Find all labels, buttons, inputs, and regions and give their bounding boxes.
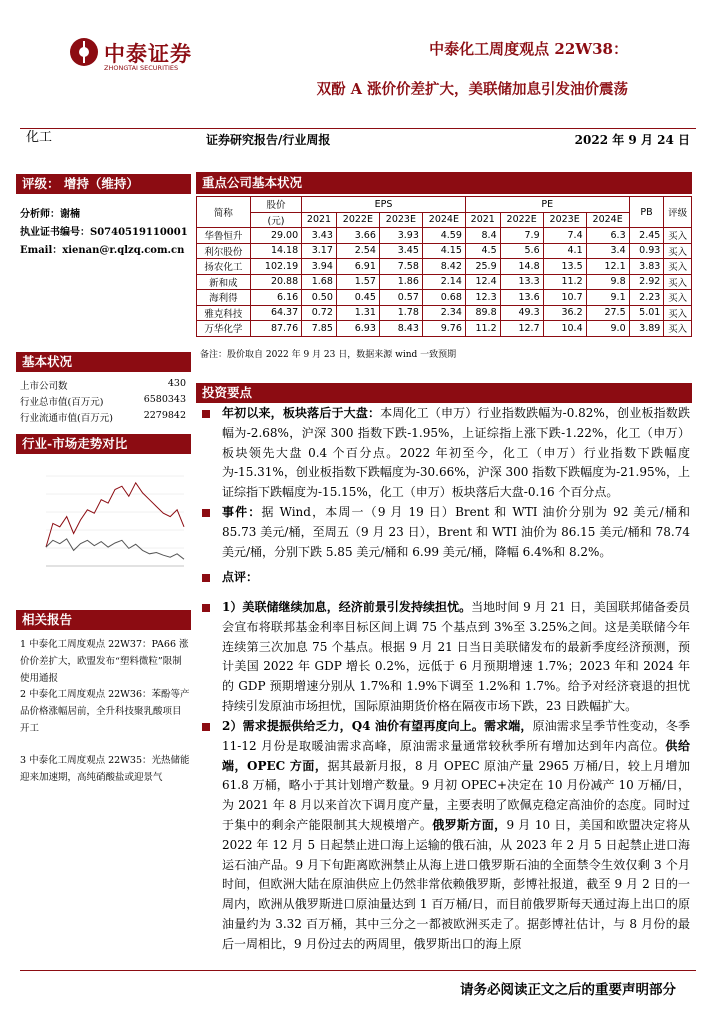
report-subtitle: 双酚 A 涨价价差扩大，美联储加息引发油价震荡 bbox=[316, 81, 628, 98]
para-comment-label: 点评： bbox=[222, 570, 259, 584]
bullet-icon bbox=[202, 723, 210, 731]
col-pe-header: PE bbox=[465, 197, 629, 213]
para-market-body: 本周化工（申万）行业指数跌幅为-0.82%，创业板指数跌幅为-2.68%，沪深 300 指数下跌-1.95%，上证综指上涨下跌-1.22%，化工（申万）板块领先大盘 0.4 个百分点。2022 年初至今，化工（申万）行业指数下跌幅度为-15.31%，创业板指数下跌幅度为-30.66%，沪深 300 指数下跌幅度为-21.95%，上证综指下跌幅度为-15.15%，化工（申万）板块落后大盘-0.16 个百分点。 bbox=[222, 406, 690, 500]
value-cell: 6.3 bbox=[586, 228, 629, 244]
col-price-header: 股价 bbox=[250, 197, 301, 213]
table-header-row bbox=[197, 197, 692, 213]
basic-label: 行业总市值(百万元) bbox=[20, 397, 104, 408]
table-row bbox=[197, 305, 692, 321]
value-cell: 0.68 bbox=[422, 290, 465, 306]
value-cell: 6.91 bbox=[336, 259, 379, 275]
value-cell: 10.4 bbox=[543, 321, 586, 337]
para-demand-body: 原油需求呈季节性变动，冬季 11-12 月份是取暖油需求高峰，原油需求量通常较秋季所有增加达到年内高位。 bbox=[222, 719, 690, 753]
analyst-email-label: Email： bbox=[20, 245, 63, 256]
company-name-cell: 海利得 bbox=[197, 290, 251, 306]
logo-subtext: ZHONGTAI SECURITIES bbox=[104, 64, 179, 72]
value-cell: 7.58 bbox=[379, 259, 422, 275]
value-cell: 2.54 bbox=[336, 243, 379, 259]
value-cell: 4.1 bbox=[543, 243, 586, 259]
value-cell: 5.6 bbox=[500, 243, 543, 259]
value-cell: 3.83 bbox=[629, 259, 664, 275]
value-cell: 36.2 bbox=[543, 305, 586, 321]
rating-cell: 买入 bbox=[664, 259, 692, 275]
analyst-name-label: 分析师： bbox=[20, 209, 60, 220]
para-market-head: 年初以来，板块落后于大盘： bbox=[222, 406, 381, 420]
value-cell: 87.76 bbox=[250, 321, 301, 337]
para-opec-head: 供给端，OPEC 方面， bbox=[222, 738, 690, 773]
para-fed-body: 当地时间 9 月 21 日，美国联邦储备委员会宣布将联邦基金利率目标区间上调 75 个基点到 3%至 3.25%之间。这是美联储今年连续第三次加息 75 个基点。根据 9 月 21 日当日美联储发布的最新季度经济预测，预计美国 2022 年 GDP 增长 0.2%，远低于 6 月预期增速 1.7%；2023 年和 2024 年的 GDP 预期增速分别从 1.7%和 1.9%下调至 1.2%和 1.7%。给予对经济衰退的担忧持续引发原油市场担忧，国际原油期货价格在隔夜市场下跌，23 日跌幅扩大。 bbox=[222, 600, 690, 713]
year-header: 2021 bbox=[465, 212, 500, 228]
table-row bbox=[197, 243, 692, 259]
table-row bbox=[197, 259, 692, 275]
col-eps-header: EPS bbox=[302, 197, 466, 213]
value-cell: 0.72 bbox=[302, 305, 337, 321]
value-cell: 3.43 bbox=[302, 228, 337, 244]
para-event-body: 据 Wind，本周一（9 月 19 日）Brent 和 WTI 油价分别为 92 美元/桶和 85.73 美元/桶，至周五（9 月 23 日），Brent 和 WTI 油价为 86.15 美元/桶和 78.74 美元/桶，分别下跌 5.85 美元/桶和 6.99 美元/桶，降幅 6.4%和 8.2%。 bbox=[222, 505, 690, 559]
year-header: 2024E bbox=[422, 212, 465, 228]
para-demand-head: 2）需求提振供给乏力，Q4 油价有望再度向上。需求端， bbox=[222, 719, 533, 733]
value-cell: 7.85 bbox=[302, 321, 337, 337]
basic-row-companies bbox=[20, 378, 186, 392]
value-cell: 1.31 bbox=[336, 305, 379, 321]
basic-row-float-cap bbox=[20, 410, 186, 424]
para-russia-body: 9 月 10 日，美国和欧盟决定将从 2022 年 12 月 5 日起禁止进口海上运输的俄石油，从 2023 年 2 月 5 日起禁止进口海运石油产品。9 月下旬距离欧洲禁止从海上进口俄罗斯石油的全面禁令生效仅剩 3 个月时间，但欧洲大陆在原油供应上仍然非常依赖俄罗斯，彭博社报道，截至 9 月 2 日的一周内，欧洲从俄罗斯进口原油量达到 1 百万桶/日，而目前俄罗斯每天通过海上出口的原油量约为 3.32 百万桶，其中三分之一都被欧洲买走了。据彭博社估计，与 8 月份的最后一周相比，9 月份过去的两周里，俄罗斯出口的海上原 bbox=[222, 817, 690, 951]
analyst-name-row bbox=[20, 205, 80, 220]
para-comment-head bbox=[222, 568, 690, 588]
bullet-icon bbox=[202, 574, 210, 582]
logo-mark-icon bbox=[70, 38, 98, 66]
value-cell: 2.34 bbox=[422, 305, 465, 321]
rating-cell: 买入 bbox=[664, 228, 692, 244]
value-cell: 20.88 bbox=[250, 274, 301, 290]
table-row bbox=[197, 228, 692, 244]
para-fed-head: 1）美联储继续加息，经济前景引发持续担忧。 bbox=[222, 600, 472, 614]
company-name-cell: 华鲁恒升 bbox=[197, 228, 251, 244]
value-cell: 3.17 bbox=[302, 243, 337, 259]
year-header: 2023E bbox=[379, 212, 422, 228]
value-cell: 25.9 bbox=[465, 259, 500, 275]
value-cell: 3.4 bbox=[586, 243, 629, 259]
basic-label: 行业流通市值(百万元) bbox=[20, 413, 113, 424]
related-report-3[interactable]: 3 中泰化工周度观点 22W35：光热储能迎来加速期，高纯硝酸盐或迎景气 bbox=[20, 755, 190, 783]
rating-cell: 买入 bbox=[664, 290, 692, 306]
related-report-1[interactable]: 1 中泰化工周度观点 22W37：PA66 涨价价差扩大，欧盟发布“塑料微粒”限制使用通报 bbox=[20, 639, 189, 684]
rating-cell: 买入 bbox=[664, 305, 692, 321]
analyst-cert: S0740519110001 bbox=[90, 227, 188, 238]
value-cell: 1.68 bbox=[302, 274, 337, 290]
value-cell: 49.3 bbox=[500, 305, 543, 321]
trend-bar: 行业-市场走势对比 bbox=[16, 434, 191, 454]
industry-label: 化工 bbox=[26, 130, 53, 145]
year-header: 2022E bbox=[336, 212, 379, 228]
value-cell: 2.14 bbox=[422, 274, 465, 290]
value-cell: 0.57 bbox=[379, 290, 422, 306]
value-cell: 1.86 bbox=[379, 274, 422, 290]
year-header: 2023E bbox=[543, 212, 586, 228]
value-cell: 8.4 bbox=[465, 228, 500, 244]
value-cell: 14.8 bbox=[500, 259, 543, 275]
table-row bbox=[197, 274, 692, 290]
company-table-title: 重点公司基本状况 bbox=[196, 172, 692, 194]
basic-row-total-cap bbox=[20, 394, 186, 408]
col-name-header: 简称 bbox=[197, 197, 251, 228]
year-header: 2021 bbox=[302, 212, 337, 228]
header-divider bbox=[20, 128, 696, 129]
company-logo bbox=[70, 38, 210, 78]
logo-text: 中泰证券 bbox=[104, 42, 192, 66]
value-cell: 10.7 bbox=[543, 290, 586, 306]
value-cell: 102.19 bbox=[250, 259, 301, 275]
value-cell: 3.45 bbox=[379, 243, 422, 259]
rating-cell: 买入 bbox=[664, 243, 692, 259]
report-title: 中泰化工周度观点 22W38： bbox=[429, 40, 628, 58]
report-date: 2022 年 9 月 24 日 bbox=[574, 133, 690, 147]
col-pb-header: PB bbox=[629, 197, 664, 228]
analyst-email-row bbox=[20, 241, 184, 256]
value-cell: 4.5 bbox=[465, 243, 500, 259]
value-cell: 14.18 bbox=[250, 243, 301, 259]
value-cell: 7.4 bbox=[543, 228, 586, 244]
report-type: 证券研究报告/行业周报 bbox=[206, 133, 331, 147]
value-cell: 3.93 bbox=[379, 228, 422, 244]
trend-chart-lines bbox=[46, 483, 184, 559]
value-cell: 0.93 bbox=[629, 243, 664, 259]
value-cell: 8.43 bbox=[379, 321, 422, 337]
bullet-icon bbox=[202, 509, 210, 517]
para-supply-demand bbox=[222, 717, 690, 955]
basic-value: 2279842 bbox=[143, 410, 186, 421]
value-cell: 4.59 bbox=[422, 228, 465, 244]
basic-value: 6580343 bbox=[143, 394, 186, 405]
para-fed bbox=[222, 598, 690, 717]
basic-info-bar: 基本状况 bbox=[16, 352, 191, 372]
related-report-2[interactable]: 2 中泰化工周度观点 22W36：苯酚等产品价格涨幅居前，全升科技聚乳酸项目开工 bbox=[20, 689, 190, 734]
value-cell: 5.01 bbox=[629, 305, 664, 321]
basic-value: 430 bbox=[167, 378, 186, 389]
value-cell: 3.89 bbox=[629, 321, 664, 337]
para-event bbox=[222, 503, 690, 562]
value-cell: 1.78 bbox=[379, 305, 422, 321]
value-cell: 3.94 bbox=[302, 259, 337, 275]
company-name-cell: 新和成 bbox=[197, 274, 251, 290]
value-cell: 12.7 bbox=[500, 321, 543, 337]
rating-bar: 评级： 增持（维持） bbox=[16, 174, 191, 194]
value-cell: 27.5 bbox=[586, 305, 629, 321]
company-name-cell: 雅克科技 bbox=[197, 305, 251, 321]
table-row bbox=[197, 290, 692, 306]
bullet-icon bbox=[202, 410, 210, 418]
value-cell: 12.4 bbox=[465, 274, 500, 290]
value-cell: 9.1 bbox=[586, 290, 629, 306]
value-cell: 11.2 bbox=[465, 321, 500, 337]
rating-cell: 买入 bbox=[664, 274, 692, 290]
value-cell: 11.2 bbox=[543, 274, 586, 290]
table-row bbox=[197, 321, 692, 337]
value-cell: 12.1 bbox=[586, 259, 629, 275]
para-market bbox=[222, 404, 690, 503]
value-cell: 64.37 bbox=[250, 305, 301, 321]
value-cell: 12.3 bbox=[465, 290, 500, 306]
value-cell: 9.0 bbox=[586, 321, 629, 337]
value-cell: 6.16 bbox=[250, 290, 301, 306]
invest-highlights-bar: 投资要点 bbox=[196, 383, 692, 403]
value-cell: 9.8 bbox=[586, 274, 629, 290]
col-rating-header: 评级 bbox=[664, 197, 692, 228]
table-year-row bbox=[197, 212, 692, 228]
basic-label: 上市公司数 bbox=[20, 381, 68, 392]
value-cell: 2.23 bbox=[629, 290, 664, 306]
trend-series-line bbox=[46, 539, 184, 559]
value-cell: 9.76 bbox=[422, 321, 465, 337]
year-header: 2024E bbox=[586, 212, 629, 228]
trend-chart bbox=[20, 470, 188, 585]
company-name-cell: 利尔股份 bbox=[197, 243, 251, 259]
company-table bbox=[196, 196, 692, 337]
para-event-head: 事件： bbox=[222, 505, 262, 519]
rating-cell: 买入 bbox=[664, 321, 692, 337]
bullet-icon bbox=[202, 604, 210, 612]
value-cell: 13.6 bbox=[500, 290, 543, 306]
value-cell: 29.00 bbox=[250, 228, 301, 244]
table-note: 备注：股价取自 2022 年 9 月 23 日，数据来源 wind 一致预期 bbox=[200, 350, 457, 360]
value-cell: 2.45 bbox=[629, 228, 664, 244]
analyst-cert-row bbox=[20, 223, 188, 238]
footer-disclaimer: 请务必阅读正文之后的重要声明部分 bbox=[460, 982, 676, 998]
value-cell: 13.5 bbox=[543, 259, 586, 275]
value-cell: 89.8 bbox=[465, 305, 500, 321]
trend-series-line bbox=[46, 483, 184, 547]
value-cell: 6.93 bbox=[336, 321, 379, 337]
analyst-email[interactable]: xienan@r.qlzq.com.cn bbox=[62, 245, 185, 256]
para-opec-body: 据其最新月报，8 月 OPEC 原油产量 2965 万桶/日，较上月增加 61.8 万桶，略小于其计划增产数量。9 月初 OPEC+决定在 10 月份减产 10 万桶/日，为 2021 年 8 月以来首次下调月度产量，主要表明了欧佩克稳定高油价的态度。同时过于集中的剩余产能限制其大规模增产。 bbox=[222, 758, 690, 832]
table-body bbox=[197, 228, 692, 337]
value-cell: 8.42 bbox=[422, 259, 465, 275]
value-cell: 4.15 bbox=[422, 243, 465, 259]
value-cell: 1.57 bbox=[336, 274, 379, 290]
col-price-unit: (元) bbox=[250, 212, 301, 228]
related-reports-bar: 相关报告 bbox=[16, 610, 191, 630]
value-cell: 7.9 bbox=[500, 228, 543, 244]
value-cell: 0.45 bbox=[336, 290, 379, 306]
para-russia-head: 俄罗斯方面， bbox=[432, 817, 507, 832]
footer-divider bbox=[20, 970, 696, 971]
analyst-cert-label: 执业证书编号： bbox=[20, 227, 90, 238]
analyst-name: 谢楠 bbox=[60, 209, 80, 220]
company-name-cell: 万华化学 bbox=[197, 321, 251, 337]
value-cell: 0.50 bbox=[302, 290, 337, 306]
company-name-cell: 扬农化工 bbox=[197, 259, 251, 275]
value-cell: 2.92 bbox=[629, 274, 664, 290]
value-cell: 13.3 bbox=[500, 274, 543, 290]
year-header: 2022E bbox=[500, 212, 543, 228]
value-cell: 3.66 bbox=[336, 228, 379, 244]
